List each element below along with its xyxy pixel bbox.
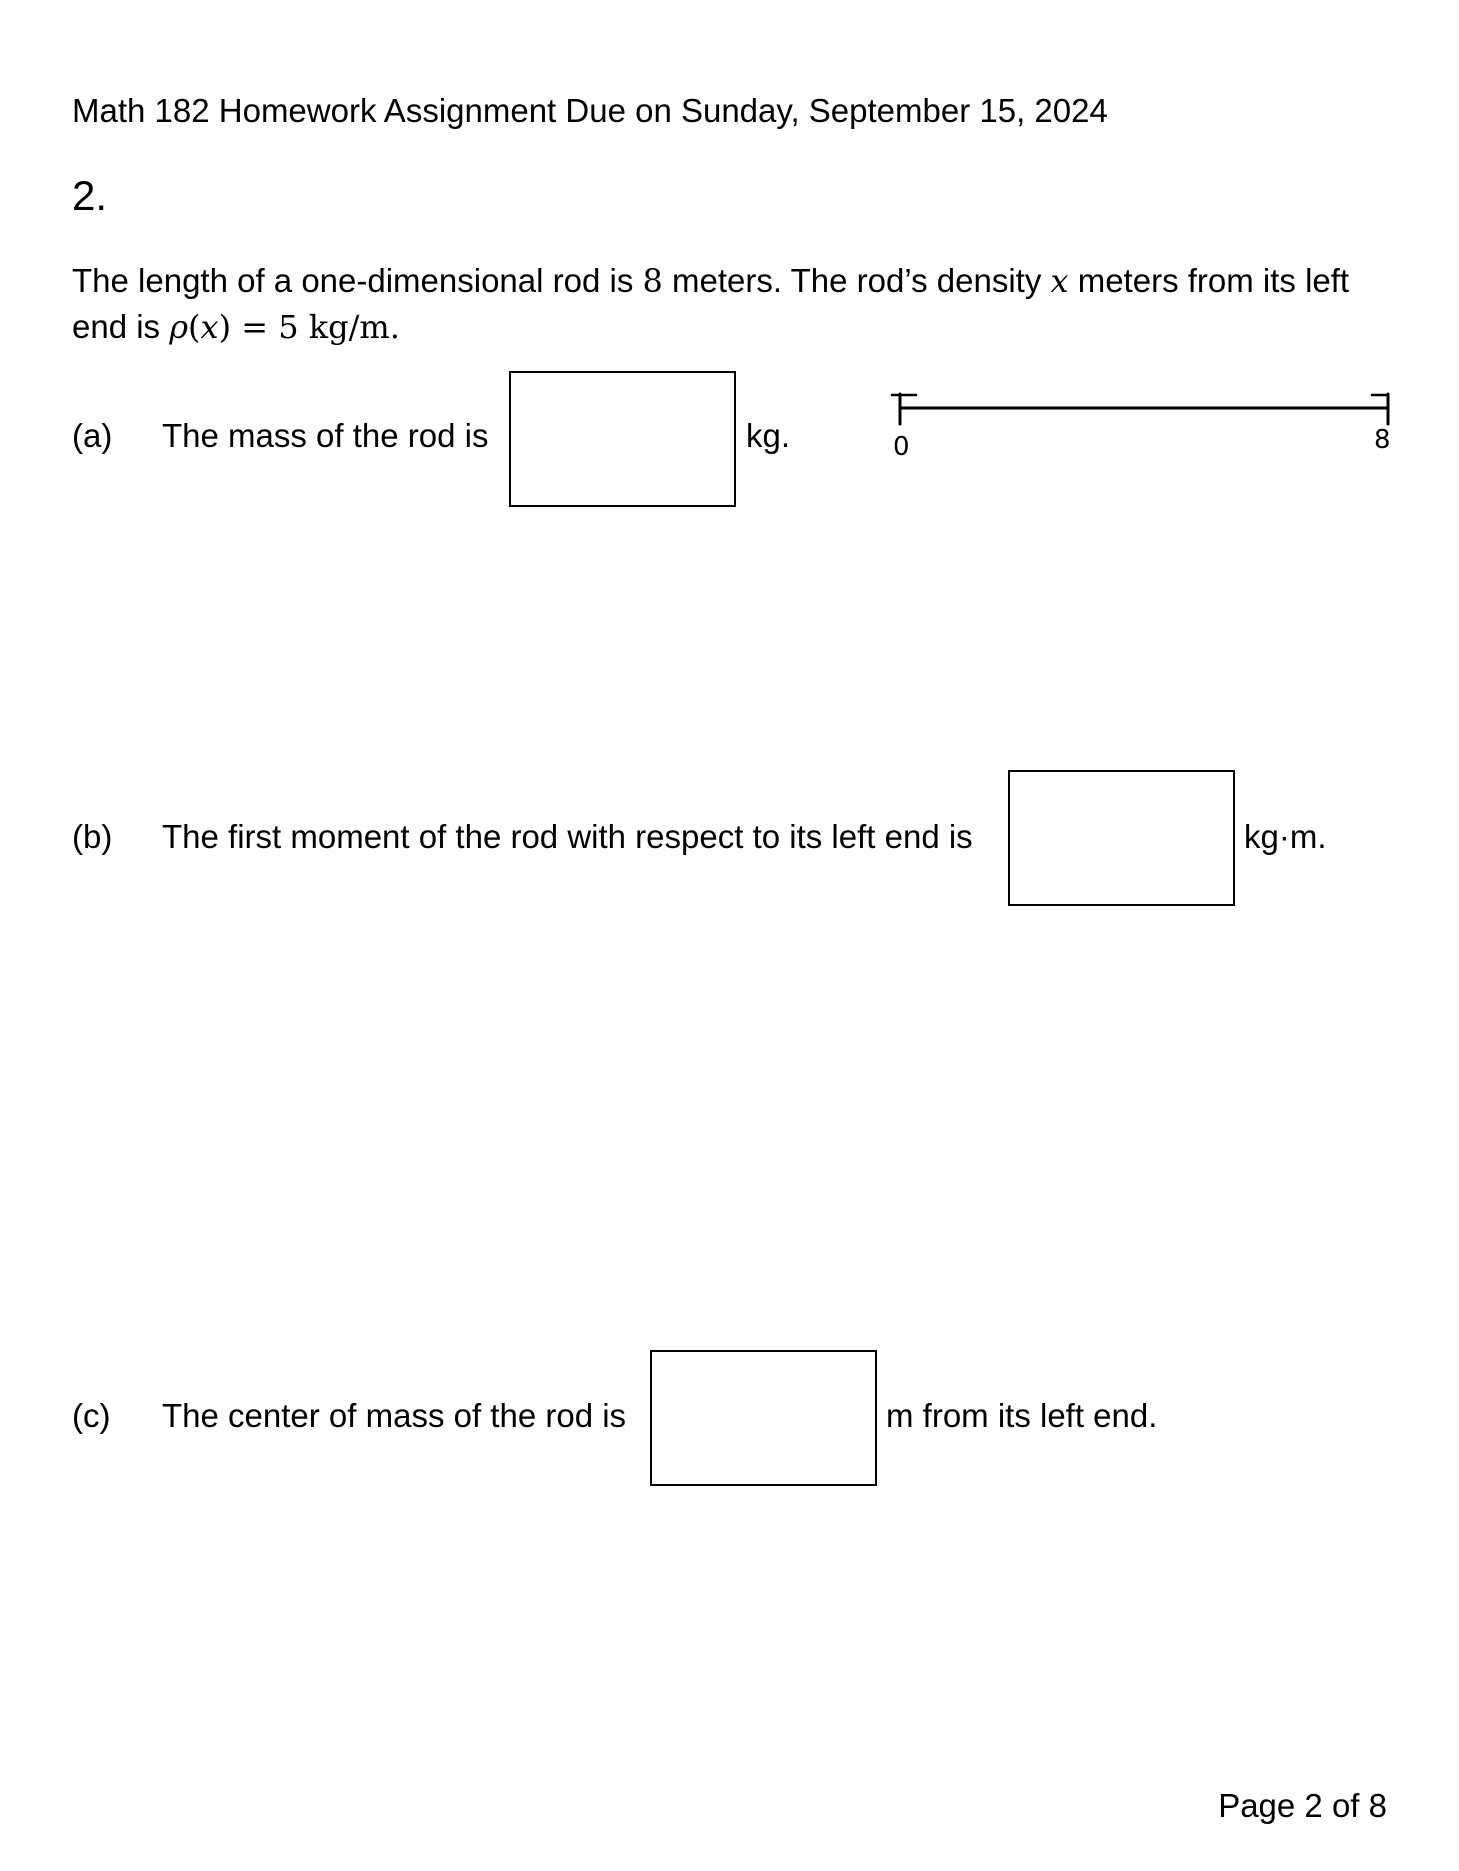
part-a-label: (a) [72, 417, 113, 454]
rod-right-label: 8 [1374, 425, 1391, 455]
rod-length-value: 8 [642, 262, 663, 300]
question-number: 2. [72, 172, 108, 219]
part-b-text: The first moment of the rod with respect to its left end is [162, 818, 973, 855]
part-c-label: (c) [72, 1397, 111, 1434]
prompt-text-3: meters from its left end is [72, 262, 1350, 345]
part-b-unit: kg·m. [1244, 818, 1327, 855]
prompt-text-2: meters. The rod’s density [662, 262, 1051, 299]
part-c-unit: m from its left end. [886, 1397, 1158, 1434]
part-b-label: (b) [72, 818, 113, 855]
part-a-unit: kg. [746, 417, 791, 454]
page-number: Page 2 of 8 [1218, 1787, 1387, 1824]
rod-left-label: 0 [893, 432, 910, 462]
part-c-text: The center of mass of the rod is [162, 1397, 627, 1434]
rod-sketch [880, 380, 1420, 460]
prompt-text-1: The length of a one-dimensional rod is [72, 262, 643, 299]
variable-x: x [1050, 262, 1069, 300]
part-a-text: The mass of the rod is [162, 417, 489, 454]
assignment-title: Math 182 Homework Assignment Due on Sunday, September 15, 2024 [72, 92, 1108, 129]
part-c-answer-box[interactable] [650, 1350, 877, 1486]
part-b-answer-box[interactable] [1008, 770, 1235, 906]
part-a-answer-box[interactable] [509, 371, 736, 507]
question-prompt [72, 258, 1402, 350]
density-function: ρ(x) = 5 kg/m. [169, 308, 400, 346]
